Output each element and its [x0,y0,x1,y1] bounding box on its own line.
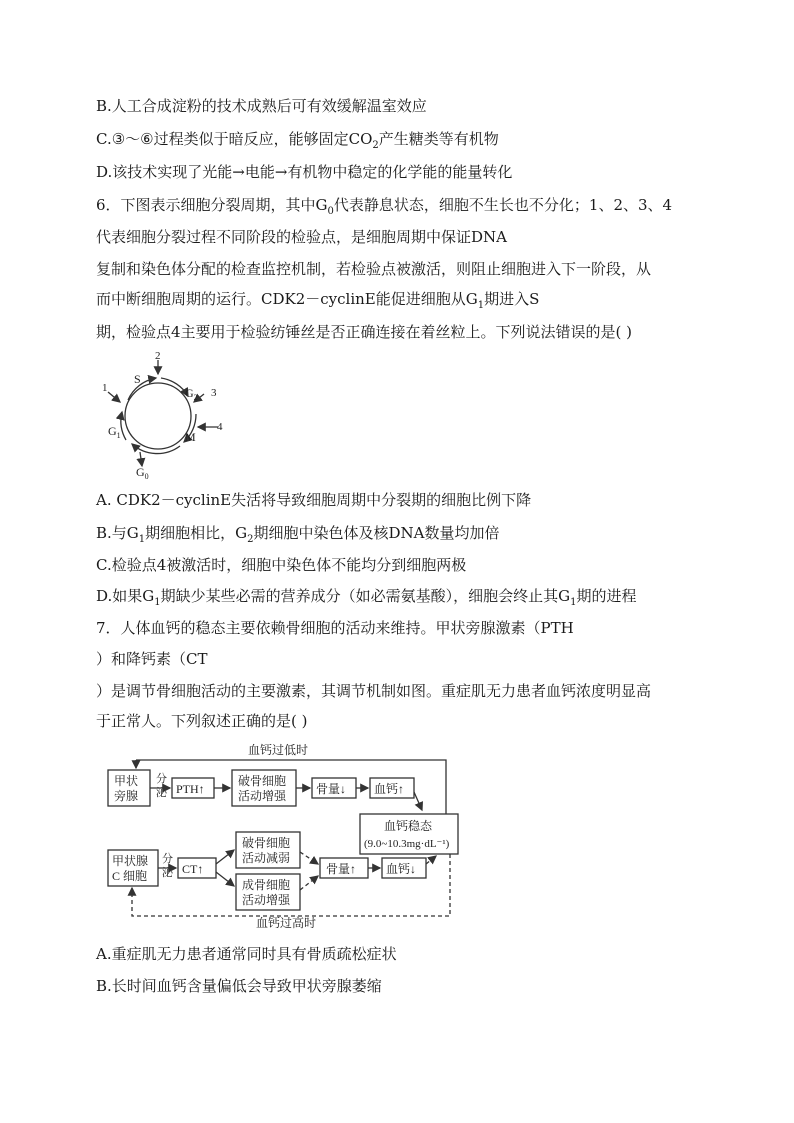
phase-g1-label: $G_1$ [108,424,121,440]
option-7b: B.长时间血钙含量偏低会导致甲状旁腺萎缩 [96,977,382,995]
parathyroid-label-1: 甲状 [114,774,139,788]
pth-label: PTH↑ [176,782,205,796]
question-6-stem-1: 6．下图表示细胞分裂周期，其中$G_0$代表静息状态，细胞不生长也不分化；1、2、3、4 [96,196,673,217]
parathyroid-label-2: 旁腺 [114,789,139,803]
osteoclast-down-label-2: 活动减弱 [242,851,291,865]
cell-cycle-diagram [96,348,246,480]
question-7-stem-2: ）和降钙素（CT [96,650,208,668]
thyroid-c-label-2: C 细胞 [112,869,148,883]
secrete-label-bottom-1: 分 [162,853,173,865]
checkpoint-4-label: 4 [217,421,223,433]
checkpoint-1-arrow [108,392,120,402]
osteoclast-up-label-2: 活动增强 [238,789,287,803]
thyroid-c-label-1: 甲状腺 [112,854,149,868]
homeostasis-label: 血钙稳态 [384,819,433,833]
option-7a: A.重症肌无力患者通常同时具有骨质疏松症状 [96,945,397,963]
high-calcium-label: 血钙过高时 [256,916,317,930]
question-6-stem-3: 复制和染色体分配的检查监控机制，若检验点被激活，则阻止细胞进入下一阶段，从 [96,260,652,278]
calcium-up-label: 血钙↑ [374,782,405,796]
question-7-stem-4: 于正常人。下列叙述正确的是( ) [96,712,308,730]
osteoblast-up-label-2: 活动增强 [242,893,291,907]
bone-up-label: 骨量↑ [326,862,357,876]
question-7-stem-3: ）是调节骨细胞活动的主要激素，其调节机制如图。重症肌无力患者血钙浓度明显高 [96,682,652,700]
secrete-label-top-2: 泌 [156,787,167,799]
checkpoint-3-label: 3 [211,387,217,399]
calcium-regulation-diagram [96,740,468,934]
option-5b: B.人工合成淀粉的技术成熟后可有效缓解温室效应 [96,97,427,115]
phase-m-label: M [185,430,196,444]
option-6b: B.与$G_1$期细胞相比，$G_2$期细胞中染色体及核DNA数量均加倍 [96,524,500,545]
secrete-label-top-1: 分 [156,773,167,785]
question-6-stem-4: 而中断细胞周期的运行。CDK2－cyclinE能促进细胞从$G_1$期进入S [96,290,540,311]
secrete-label-bottom-2: 泌 [162,867,173,879]
low-calcium-label: 血钙过低时 [248,743,309,757]
option-5d: D.该技术实现了光能→电能→有机物中稳定的化学能的能量转化 [96,163,513,181]
phase-g2-label: $G_2$ [185,386,198,402]
question-7-stem-1: 7．人体血钙的稳态主要依赖骨细胞的活动来维持。甲状旁腺激素（PTH [96,619,574,637]
checkpoint-2-label: 2 [155,350,161,362]
osteoblast-up-label-1: 成骨细胞 [242,878,291,892]
bone-down-label: 骨量↓ [316,782,347,796]
phase-s-label: S [134,372,141,386]
option-5c: C.③～⑥过程类似于暗反应，能够固定$CO_2$产生糖类等有机物 [96,130,499,151]
question-6-stem-2: 代表细胞分裂过程不同阶段的检验点，是细胞周期中保证DNA [96,228,507,246]
option-6c: C.检验点4被激活时，细胞中染色体不能均分到细胞两极 [96,556,467,574]
phase-g0-label: $G_0$ [136,465,149,480]
checkpoint-1-label: 1 [102,382,108,394]
homeostasis-range: (9.0~10.3mg·dL⁻¹) [364,838,450,850]
question-6-stem-5: 期，检验点4主要用于检验纺锤丝是否正确连接在着丝粒上。下列说法错误的是( ) [96,323,633,341]
osteoclast-up-label-1: 破骨细胞 [238,774,287,788]
option-6d: D.如果$G_1$期缺少某些必需的营养成分（如必需氨基酸），细胞会终止其$G_1$期的进程 [96,587,637,608]
ct-label: CT↑ [182,862,204,876]
calcium-down-label: 血钙↓ [386,862,417,876]
osteoclast-down-label-1: 破骨细胞 [242,836,291,850]
option-6a: A. CDK2－cyclinE失活将导致细胞周期中分裂期的细胞比例下降 [96,491,532,509]
